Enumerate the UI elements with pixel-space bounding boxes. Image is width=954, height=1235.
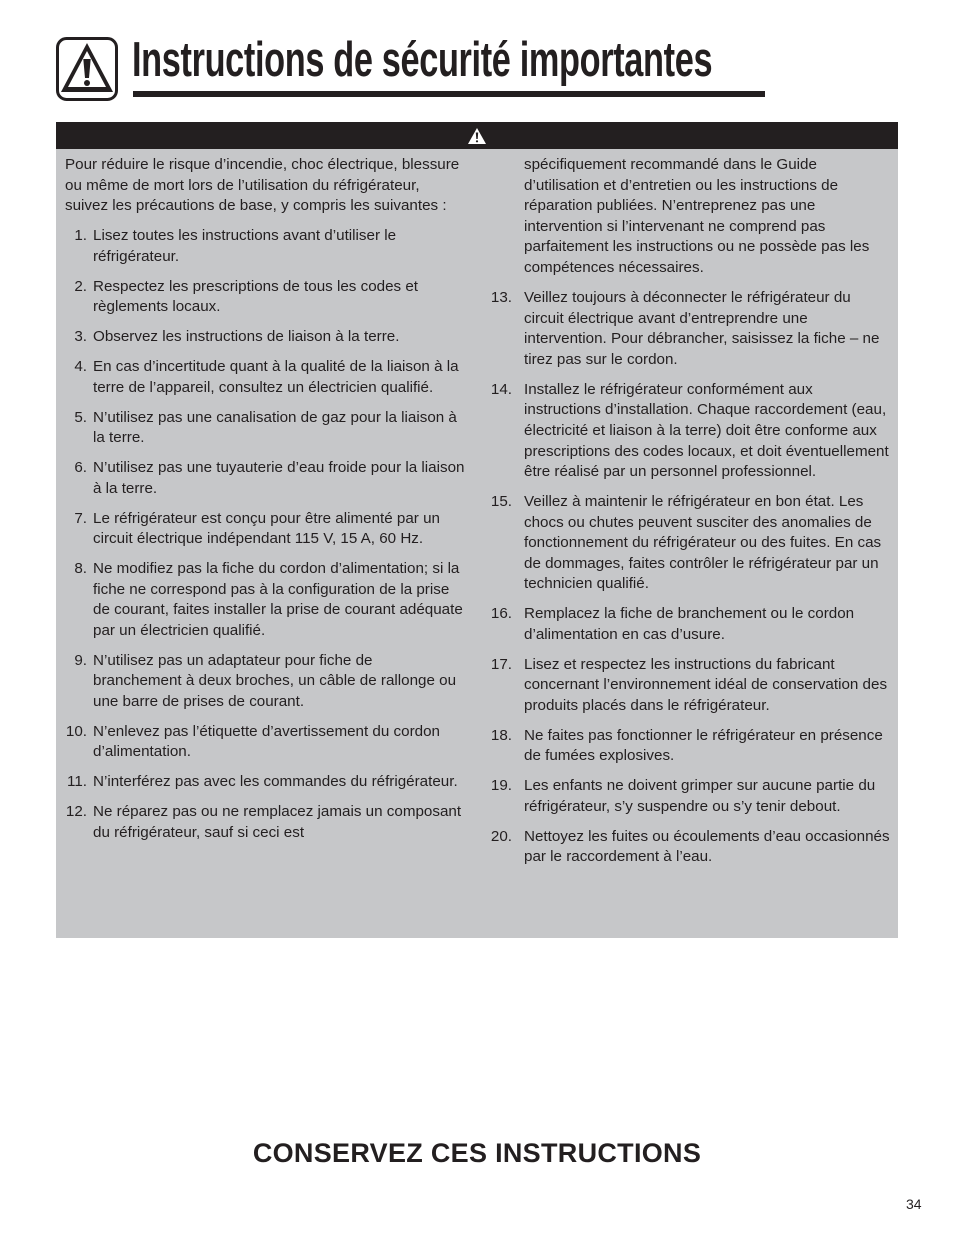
item-number: 17.: [490, 655, 512, 673]
item-number: 7.: [74, 509, 87, 527]
item-text: Ne faites pas fonctionner le réfrigérateur en présence de fumées explosives.: [524, 726, 883, 765]
list-item: [488, 776, 893, 817]
item-number: 2.: [74, 277, 87, 295]
item-number: 3.: [74, 328, 87, 346]
title-underline: [133, 91, 765, 97]
item-number: 8.: [74, 560, 87, 578]
item-number: 13.: [490, 289, 512, 307]
list-item: [65, 327, 465, 348]
item-12-continued: spécifiquement recommandé dans le Guide d’utilisation et d’entretien ou les instructions de réparation publiées. N’entreprenez pas une intervention si l’intervenant ne comprend pas parfaitement les instructions ou ne possède pas les compétences nécessaires.: [524, 156, 870, 276]
list-item: [65, 226, 465, 267]
item-text: Observez les instructions de liaison à la terre.: [93, 328, 400, 346]
item-text: Ne réparez pas ou ne remplacez jamais un composant du réfrigérateur, sauf si ceci est: [93, 803, 462, 841]
item-number: 12.: [65, 803, 87, 821]
list-item: [488, 492, 893, 595]
intro-paragraph: Pour réduire le risque d’incendie, choc électrique, blessure ou même de mort lors de l’utilisation du réfrigérateur, suivez les précautions de base, y compris les suivantes :: [65, 156, 460, 215]
item-text: Veillez toujours à déconnecter le réfrigérateur du circuit électrique avant d’entreprendre une intervention. Pour débrancher, saisissez la fiche – ne tirez pas sur le cordon.: [524, 289, 880, 368]
item-number: 16.: [490, 605, 512, 623]
item-number: 19.: [490, 777, 512, 795]
item-number: 6.: [74, 459, 87, 477]
warning-banner: [56, 122, 898, 149]
list-item: [488, 380, 893, 483]
warning-triangle-icon: [56, 37, 118, 101]
item-text: Ne modifiez pas la fiche du cordon d’alimentation; si la fiche ne correspond pas à la configuration de la prise de courant, faites installer la prise de courant adéquate par un électricien qualifié.: [93, 560, 463, 639]
right-column: [488, 155, 893, 877]
item-number: 10.: [65, 722, 87, 740]
list-item: [65, 458, 465, 499]
item-text: Respectez les prescriptions de tous les codes et règlements locaux.: [93, 277, 419, 316]
safety-instructions-panel: [56, 149, 898, 938]
list-item: [65, 509, 465, 550]
list-item: [488, 604, 893, 645]
item-number: 18.: [490, 726, 512, 744]
item-text: Remplacez la fiche de branchement ou le cordon d’alimentation en cas d’usure.: [524, 605, 855, 643]
item-number: 15.: [490, 493, 512, 510]
item-number: 20.: [490, 827, 512, 845]
item-number: 1.: [74, 227, 87, 245]
item-text: Veillez à maintenir le réfrigérateur en bon état. Les chocs ou chutes peuvent susciter des anomalies de fonctionnement du réfrigérateur ou des fuites. En cas de dommages, faites contrôler le réfrigérateur par un technicien qualifié.: [524, 493, 882, 593]
save-instructions-heading: CONSERVEZ CES INSTRUCTIONS: [252, 1138, 702, 1168]
list-item: [65, 802, 465, 843]
list-item: [65, 408, 465, 449]
item-text: N’utilisez pas une canalisation de gaz pour la liaison à la terre.: [93, 408, 457, 447]
item-text: N’utilisez pas une tuyauterie d’eau froide pour la liaison à la terre.: [93, 459, 465, 497]
list-item: [488, 827, 893, 868]
list-item: [488, 726, 893, 767]
list-item: [65, 772, 465, 793]
item-text: En cas d’incertitude quant à la qualité de la liaison à la terre de l’appareil, consultez un électricien qualifié.: [93, 358, 459, 396]
page-title: Instructions de sécurité importantes: [132, 33, 713, 87]
instructions-list-right: [488, 288, 893, 868]
item-number: 4.: [74, 358, 87, 376]
item-text: N’enlevez pas l’étiquette d’avertissement du cordon d’alimentation.: [93, 722, 440, 761]
item-text: Lisez et respectez les instructions du fabricant concernant l’environnement idéal de conservation des produits placés dans le réfrigérateur.: [524, 655, 888, 714]
instructions-list-left: [65, 226, 465, 843]
list-item: [65, 277, 465, 318]
item-text: N’interférez pas avec les commandes du réfrigérateur.: [93, 773, 458, 791]
list-item: [65, 357, 465, 398]
list-item: [488, 288, 893, 370]
list-item: [65, 651, 465, 713]
list-item: [65, 559, 465, 641]
left-column: [65, 155, 465, 853]
item-text: N’utilisez pas un adaptateur pour fiche de branchement à deux broches, un câble de rallonge ou une barre de prises de courant.: [93, 651, 457, 710]
item-text: Installez le réfrigérateur conformément aux instructions d’installation. Chaque raccordement (eau, électricité et liaison à la terre) doit être conforme aux prescriptions des codes locaux, et doit éventuellement être réalisé par un personnel professionnel.: [524, 380, 889, 481]
item-text: Le réfrigérateur est conçu pour être alimenté par un circuit électrique indépendant 115 V, 15 A, 60 Hz.: [93, 509, 440, 548]
item-number: 5.: [74, 408, 87, 426]
item-text: Les enfants ne doivent grimper sur aucune partie du réfrigérateur, s’y suspendre ou s’y tenir debout.: [524, 777, 876, 815]
item-text: Nettoyez les fuites ou écoulements d’eau occasionnés par le raccordement à l’eau.: [524, 827, 890, 866]
item-number: 11.: [67, 773, 87, 791]
page-number: 34: [906, 1196, 922, 1212]
list-item: [488, 655, 893, 717]
item-number: 14.: [490, 380, 512, 398]
item-text: Lisez toutes les instructions avant d’utiliser le réfrigérateur.: [93, 227, 397, 265]
warning-triangle-icon: [467, 127, 487, 145]
item-number: 9.: [74, 651, 87, 669]
list-item: [65, 722, 465, 763]
